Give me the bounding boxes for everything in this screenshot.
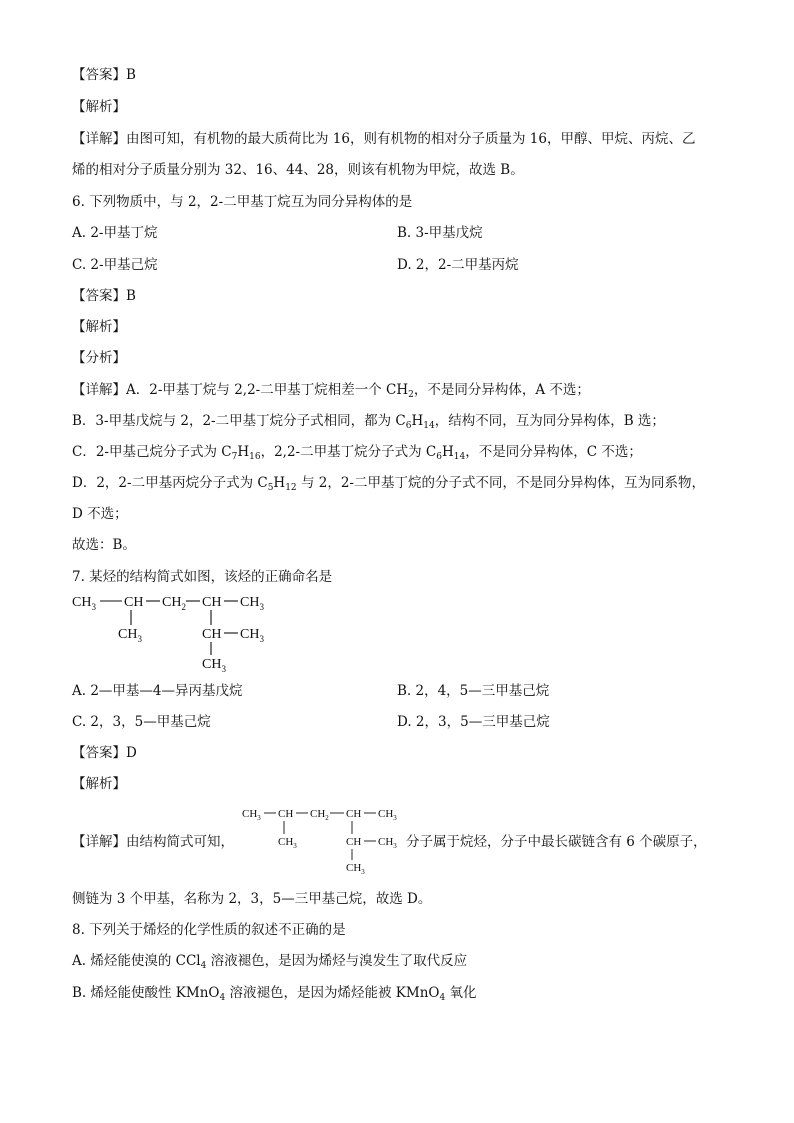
svg-text:CH2: $CH_2$	[162, 595, 186, 612]
q8-stem: 8. 下列关于烯烃的化学性质的叙述不正确的是	[72, 922, 346, 938]
svg-text:CH3: $CH_3$	[240, 595, 264, 612]
q7-option-d: D. 2，3，5—三甲基己烷	[397, 714, 550, 730]
svg-text:CH3: $CH_3$	[118, 627, 142, 644]
svg-text:CH3: $CH_3$	[242, 808, 261, 822]
q6-option-c: C. 2-甲基己烷	[72, 257, 158, 273]
q6-option-d: D. 2，2-二甲基丙烷	[397, 257, 519, 273]
q5-detail-line-2: 烯的相对分子质量分别为 32、16、44、28，则该有机物为甲烷，故选 B。	[72, 162, 524, 178]
q7-stem: 7. 某烃的结构简式如图，该烃的正确命名是	[72, 569, 333, 585]
q6-detail-c: C．2-甲基己烷分子式为 $C_7H_{16}$，2,2-二甲基丁烷分子式为 $C_6H_{14}$，不是同分异构体，C 不选；	[72, 444, 642, 462]
q6-detail-d-continued: D 不选；	[72, 506, 128, 522]
q6-analysis-label: 【解析】	[72, 319, 126, 335]
svg-text:CH: CH	[202, 595, 222, 610]
svg-text:CH3: $CH_3$	[346, 862, 365, 876]
q6-answer: 【答案】B	[72, 288, 136, 304]
svg-text:CH3: $CH_3$	[378, 808, 397, 822]
q6-option-b: B. 3-甲基戊烷	[397, 225, 483, 241]
q5-answer: 【答案】B	[72, 67, 136, 83]
svg-text:CH: CH	[346, 836, 362, 848]
q7-option-b: B. 2，4，5—三甲基己烷	[397, 683, 550, 699]
q7-option-a: A. 2—甲基—4—异丙基戊烷	[72, 683, 243, 699]
svg-text:CH: CH	[346, 808, 362, 820]
q6-detail-b: B．3-甲基戊烷与 2，2-二甲基丁烷分子式相同，都为 $C_6H_{14}$，结构不同，互为同分异构体，B 选；	[72, 413, 665, 431]
q5-detail-line-1: 【详解】由图可知，有机物的最大质荷比为 16，则有机物的相对分子质量为 16，甲醇、甲烷、丙烷、乙	[72, 131, 696, 147]
q8-option-b: B. 烯烃能使酸性 KMnO$_4$ 溶液褪色，是因为烯烃能被 KMnO$_4$ 氧化	[72, 985, 477, 1003]
svg-text:CH3: $CH_3$	[202, 657, 226, 674]
q6-fenxi-label: 【分析】	[72, 350, 126, 366]
q7-answer: 【答案】D	[72, 745, 137, 761]
svg-text:CH3: $CH_3$	[278, 836, 297, 850]
q5-analysis-label: 【解析】	[72, 99, 126, 115]
svg-text:CH2: $CH_2$	[310, 808, 329, 822]
q6-conclusion: 故选：B。	[72, 537, 136, 553]
svg-text:CH3: $CH_3$	[240, 627, 264, 644]
svg-text:CH3: $CH_3$	[72, 595, 96, 612]
q6-option-a: A. 2-甲基丁烷	[72, 225, 158, 241]
q8-option-a: A. 烯烃能使溴的 CCl$_4$ 溶液褪色，是因为烯烃与溴发生了取代反应	[72, 953, 468, 971]
svg-text:CH3: $CH_3$	[378, 836, 397, 850]
svg-text:CH: CH	[124, 595, 144, 610]
q6-stem: 6. 下列物质中，与 2，2-二甲基丁烷互为同分异构体的是	[72, 194, 413, 210]
q7-option-c: C. 2，3，5—甲基己烷	[72, 714, 211, 730]
q6-detail-a: 【详解】A．2-甲基丁烷与 2,2-二甲基丁烷相差一个 $CH_2$，不是同分异构体，A 不选；	[72, 382, 590, 400]
q7-analysis-label: 【解析】	[72, 776, 126, 792]
q7-structure-formula	[66, 588, 286, 674]
q6-detail-d: D．2，2-二甲基丙烷分子式为 $C_5H_{12}$ 与 2，2-二甲基丁烷的分子式不同，不是同分异构体，互为同系物，	[72, 475, 705, 493]
q7-structure-formula-small	[240, 803, 406, 877]
q7-detail-line-2: 侧链为 3 个甲基，名称为 2，3，5—三甲基己烷，故选 D。	[72, 891, 432, 907]
q7-detail-pre: 【详解】由结构简式可知，	[72, 834, 234, 850]
q7-detail-post: 分子属于烷烃，分子中最长碳链含有 6 个碳原子，	[406, 834, 707, 850]
svg-text:CH: CH	[202, 627, 222, 642]
svg-text:CH: CH	[278, 808, 294, 820]
